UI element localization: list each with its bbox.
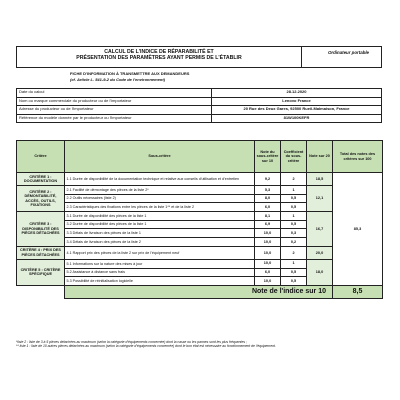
subcriterion-score: 5,3 (255, 186, 281, 195)
footnote-list1: ** liste 1 : liste de 10 autres pièces détachées au maximum (selon la catégorie d'équipements concernée) dont le bon état est nécessaire au fonctionnement de l'équipement. (16, 344, 276, 349)
producer-info-table (16, 88, 382, 123)
subcriterion-coef: 0,5 (281, 220, 307, 229)
info-value: 28.12.2020 (212, 89, 382, 98)
subcriterion-text: 3.2 Durée de disponibilité des pièces de la liste 1 (65, 220, 255, 229)
subcriterion-text: 2.1 Facilité de démontage des pièces de la liste 2* (65, 186, 255, 195)
subcriterion-coef: 0,5 (281, 268, 307, 277)
footnote-list2: *liste 2 : liste de 3 à 5 pièces détachées au maximum (selon la catégorie d'équipements concernée) dont la casse ou les pannes sont les plus fréquentes ; (16, 340, 247, 344)
criterion-total: 18,0 (307, 259, 333, 285)
info-value: Lenovo France (212, 97, 382, 106)
subcriterion-coef: 1 (281, 186, 307, 195)
subcriterion-score: 6,9 (255, 220, 281, 229)
subcriterion-text: 3.3 Délais de livraison des pièces de la liste 1 (65, 229, 255, 238)
col-score: Note du sous-critère sur 10 (255, 141, 281, 173)
footnotes (16, 340, 386, 349)
criterion-label: CRITÈRE 2 : DÉMONTABILITÉ, ACCÈS, OUTILS, FIXATIONS (17, 186, 65, 212)
final-score-value: 8,5 (333, 285, 383, 298)
index-title-line2: PRÉSENTATION DES PARAMÈTRES AYANT PERMIS DE L'ÉTABLIR (76, 54, 242, 61)
info-row (17, 89, 382, 98)
subcriterion-coef: 1 (281, 212, 307, 221)
subcriterion-text: 3.1 Durée de disponibilité des pièces de la liste 1 (65, 212, 255, 221)
subcriterion-score: 6,0 (255, 203, 281, 212)
info-row (17, 106, 382, 115)
subcriterion-coef: 0,3 (281, 229, 307, 238)
subcriterion-text: 4.1 Rapport prix des pièces de la liste 2 sur prix de l'équipement neuf (65, 246, 255, 259)
fiche-line1: FICHE D'INFORMATION À TRANSMETTRE AUX DEMANDEURS (70, 71, 190, 76)
subcriterion-score: 10,0 (255, 246, 281, 259)
table-row (17, 212, 383, 221)
subcriterion-text: 1.1 Durée de disponibilité de la documentation technique et relative aux conseils d'utilisation et d'entretien (65, 173, 255, 186)
index-title-line1: CALCUL DE L'INDICE DE RÉPARABILITÉ ET (104, 49, 214, 55)
final-score-label: Note de l'indice sur 10 (65, 285, 333, 298)
fiche-line2: (cf. Article L. 541-9-2 du Code de l'environnement) (70, 76, 166, 82)
info-label: Adresse du producteur ou de l'importateur (17, 106, 212, 115)
final-score-row (17, 285, 383, 298)
table-row (17, 246, 383, 259)
info-label: Date du calcul (17, 89, 212, 98)
info-value: 20 Rue des Deux Gares, 92500 Rueil-Malmaison, France (212, 106, 382, 115)
col-criterion: Critère (17, 141, 65, 173)
subcriterion-score: 10,0 (255, 277, 281, 286)
criterion-label: CRITÈRE 4 : PRIX DES PIÈCES DÉTACHÉES (17, 246, 65, 259)
table-row (17, 186, 383, 195)
criterion-label: CRITÈRE 3 : DISPONIBILITÉ DES PIÈCES DÉTACHÉES (17, 212, 65, 247)
repairability-table (16, 140, 383, 299)
col-total: Total des notes des critères sur 100 (333, 141, 383, 173)
subcriterion-coef: 0,5 (281, 277, 307, 286)
subcriterion-score: 8,1 (255, 212, 281, 221)
subcriterion-text: 5.3 Possibilité de réinitialisation logicielle (65, 277, 255, 286)
table-row (17, 173, 383, 186)
info-label: Nom ou marque commerciale du producteur ou de l'importateur (17, 97, 212, 106)
subcriterion-score: 9,2 (255, 173, 281, 186)
info-row (17, 114, 382, 123)
col-subcriterion: Sous-critère (65, 141, 255, 173)
index-title-box (16, 46, 302, 68)
subcriterion-score: 10,0 (255, 229, 281, 238)
table-row (17, 259, 383, 268)
subcriterion-text: 5.2 Assistance à distance sans frais (65, 268, 255, 277)
info-value: 81W100KEFR (212, 114, 382, 123)
info-label: Référence du modèle donnée par le producteur ou l'importateur (17, 114, 212, 123)
subcriterion-coef: 2 (281, 246, 307, 259)
subcriterion-text: 2.3 Caractéristiques des fixations entre les pièces de la liste 1** et de la liste 2 (65, 203, 255, 212)
criterion-label: CRITÈRE 1 : DOCUMENTATION (17, 173, 65, 186)
subcriterion-coef: 0,5 (281, 194, 307, 203)
subcriterion-text: 2.2 Outils nécessaires (liste 2) (65, 194, 255, 203)
col-weighted: Note sur 20 (307, 141, 333, 173)
criterion-total: 20,0 (307, 246, 333, 259)
subcriterion-coef: 1 (281, 259, 307, 268)
final-spacer (17, 285, 65, 298)
table-header-row (17, 141, 383, 173)
grand-total: 85,3 (333, 173, 383, 286)
col-coef: Coefficient du sous-critère (281, 141, 307, 173)
product-type: Ordinateur portable (302, 46, 382, 68)
subcriterion-score: 10,0 (255, 259, 281, 268)
subcriterion-text: 5.1 Informations sur la nature des mises à jour (65, 259, 255, 268)
criterion-total: 12,1 (307, 186, 333, 212)
subcriterion-coef: 0,5 (281, 203, 307, 212)
criterion-total: 16,7 (307, 212, 333, 247)
info-row (17, 97, 382, 106)
subcriterion-text: 3.4 Délais de livraison des pièces de la liste 2 (65, 238, 255, 247)
subcriterion-coef: 2 (281, 173, 307, 186)
subcriterion-score: 8,0 (255, 194, 281, 203)
subcriterion-score: 10,0 (255, 238, 281, 247)
subcriterion-coef: 0,2 (281, 238, 307, 247)
fiche-heading (70, 72, 300, 82)
subcriterion-score: 6,0 (255, 268, 281, 277)
criterion-total: 18,5 (307, 173, 333, 186)
criterion-label: CRITÈRE 5 : CRITÈRE SPÉCIFIQUE (17, 259, 65, 285)
